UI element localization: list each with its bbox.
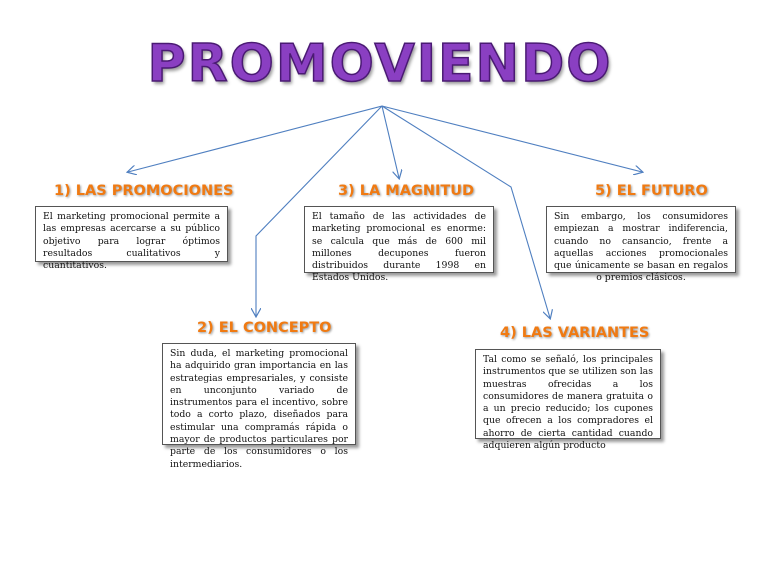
- heading-las-promociones: 1) LAS PROMOCIONES: [54, 183, 234, 199]
- box-las-variantes: Tal como se señaló, los principales instrumentos que se utilizen son las muestras ofrecidas a los consumidores de manera gratuita o a un precio reducido; los cupones que ofrecen a los compradores el ahorro de cierta cantidad cuando adquieren algún producto: [475, 349, 661, 439]
- heading-el-futuro: 5) EL FUTURO: [595, 183, 708, 199]
- arrow-to-las-promociones: [128, 106, 382, 172]
- heading-el-concepto: 2) EL CONCEPTO: [197, 320, 332, 336]
- page-title: PROMOVIENDO: [147, 34, 613, 94]
- heading-la-magnitud: 3) LA MAGNITUD: [338, 183, 475, 199]
- arrow-to-el-futuro: [382, 106, 642, 172]
- heading-las-variantes: 4) LAS VARIANTES: [500, 325, 650, 341]
- box-la-magnitud: El tamaño de las actividades de marketing promocional es enorme: se calcula que más de 600 mil millones decupones fueron distribuidos durante 1998 en Estados Unidos.: [304, 206, 494, 273]
- box-el-concepto: Sin duda, el marketing promocional ha adquirido gran importancia en las estrategias empresariales, y consiste en unconjunto variado de instrumentos para el incentivo, sobre todo a corto plazo, diseñados para estimular una compramás rápida o mayor de productos particulares por parte de los consumidores o los intermediarios.: [162, 343, 356, 445]
- box-el-futuro: Sin embargo, los consumidores empiezan a mostrar indiferencia, cuando no cansancio, frente a aquellas acciones promocionales que únicamente se basan en regalos o premios clásicos.: [546, 206, 736, 273]
- arrow-to-la-magnitud: [382, 106, 399, 178]
- box-las-promociones: El marketing promocional permite a las empresas acercarse a su público objetivo para lograr óptimos resultados cualitativos y cuantitativos.: [35, 206, 228, 262]
